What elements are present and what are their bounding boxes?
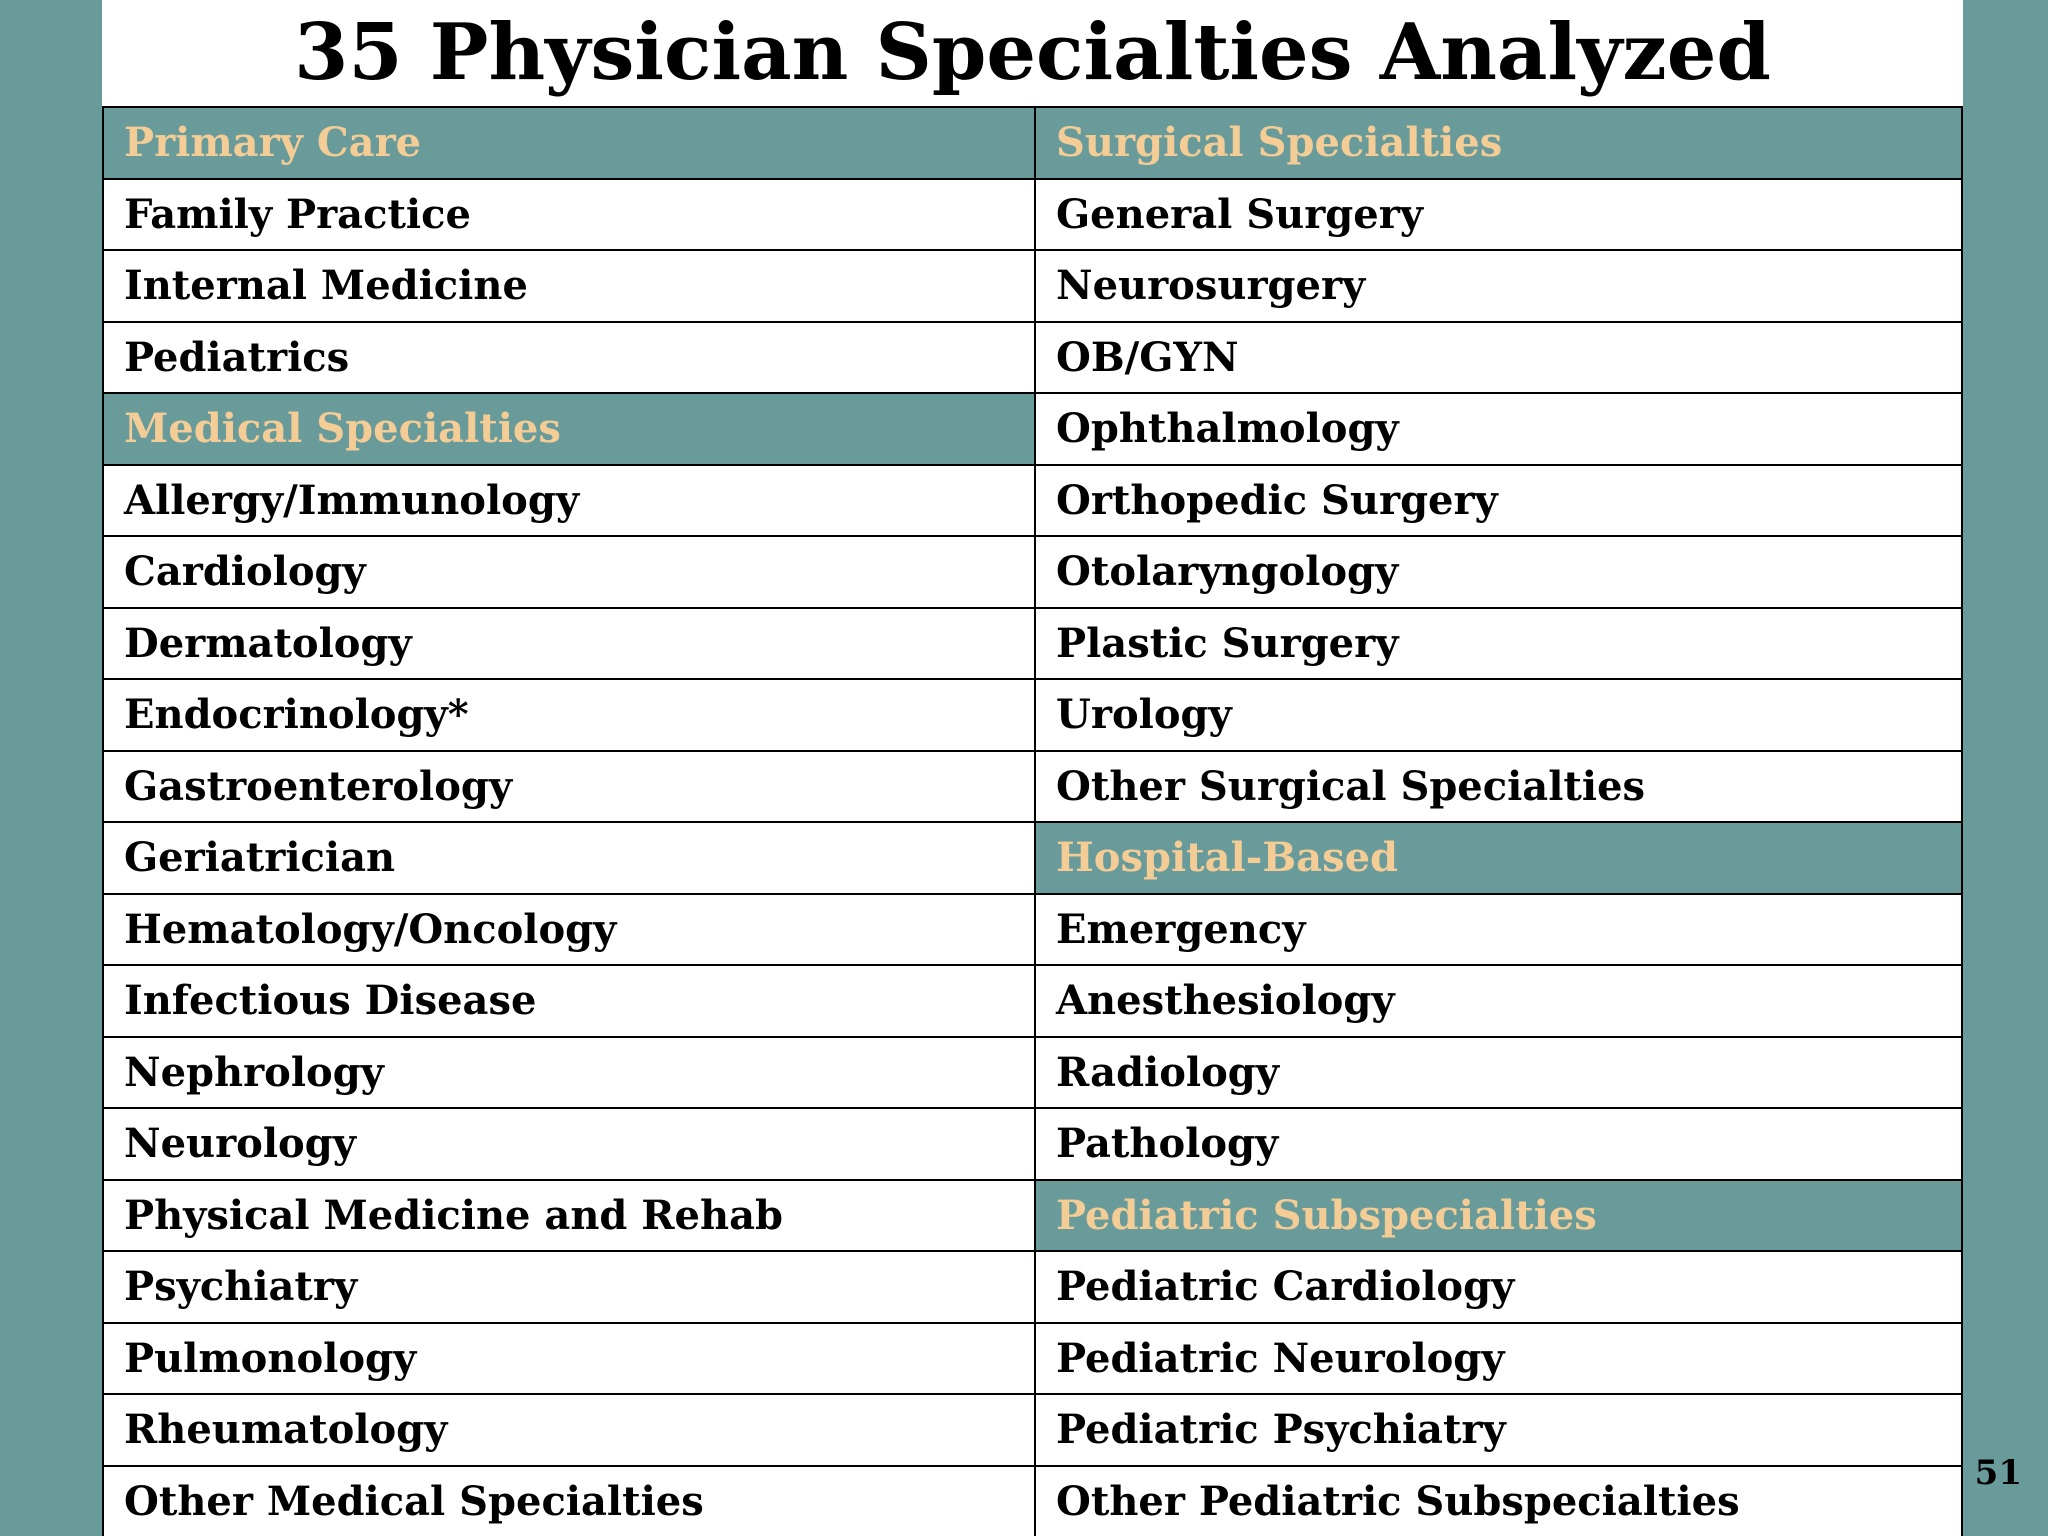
specialty-cell-psychiatry: Psychiatry [102, 1250, 1034, 1322]
specialty-cell-general-surgery: General Surgery [1034, 178, 1963, 250]
category-header-hospital-based: Hospital-Based [1034, 821, 1963, 893]
specialty-cell-other-medical-specialties: Other Medical Specialties [102, 1465, 1034, 1536]
specialty-cell-internal-medicine: Internal Medicine [102, 249, 1034, 321]
specialty-cell-emergency: Emergency [1034, 893, 1963, 965]
specialty-cell-rheumatology: Rheumatology [102, 1393, 1034, 1465]
specialty-cell-infectious-disease: Infectious Disease [102, 964, 1034, 1036]
category-header-primary-care: Primary Care [102, 106, 1034, 178]
specialty-table [102, 106, 1963, 1536]
specialty-cell-dermatology: Dermatology [102, 607, 1034, 679]
category-header-pediatric-subspecialties: Pediatric Subspecialties [1034, 1179, 1963, 1251]
category-header-surgical-specialties: Surgical Specialties [1034, 106, 1963, 178]
specialty-cell-cardiology: Cardiology [102, 535, 1034, 607]
specialty-cell-pathology: Pathology [1034, 1107, 1963, 1179]
specialty-cell-hematology-oncology: Hematology/Oncology [102, 893, 1034, 965]
specialty-cell-gastroenterology: Gastroenterology [102, 750, 1034, 822]
specialty-cell-pulmonology: Pulmonology [102, 1322, 1034, 1394]
specialty-cell-other-pediatric-subspecialties: Other Pediatric Subspecialties [1034, 1465, 1963, 1536]
specialty-cell-urology: Urology [1034, 678, 1963, 750]
slide [102, 0, 1963, 1536]
specialty-cell-neurosurgery: Neurosurgery [1034, 249, 1963, 321]
specialty-cell-pediatrics: Pediatrics [102, 321, 1034, 393]
specialty-cell-otolaryngology: Otolaryngology [1034, 535, 1963, 607]
specialty-cell-pediatric-psychiatry: Pediatric Psychiatry [1034, 1393, 1963, 1465]
specialty-cell-plastic-surgery: Plastic Surgery [1034, 607, 1963, 679]
specialty-cell-allergy-immunology: Allergy/Immunology [102, 464, 1034, 536]
slide-title: 35 Physician Specialties Analyzed [294, 7, 1771, 98]
specialty-cell-orthopedic-surgery: Orthopedic Surgery [1034, 464, 1963, 536]
specialty-cell-physical-medicine-and-rehab: Physical Medicine and Rehab [102, 1179, 1034, 1251]
specialty-cell-family-practice: Family Practice [102, 178, 1034, 250]
specialty-cell-pediatric-cardiology: Pediatric Cardiology [1034, 1250, 1963, 1322]
specialty-cell-nephrology: Nephrology [102, 1036, 1034, 1108]
page-number: 51 [1974, 1453, 2022, 1493]
specialty-cell-geriatrician: Geriatrician [102, 821, 1034, 893]
specialty-cell-pediatric-neurology: Pediatric Neurology [1034, 1322, 1963, 1394]
specialty-cell-anesthesiology: Anesthesiology [1034, 964, 1963, 1036]
specialty-cell-neurology: Neurology [102, 1107, 1034, 1179]
specialty-cell-ob-gyn: OB/GYN [1034, 321, 1963, 393]
specialty-cell-radiology: Radiology [1034, 1036, 1963, 1108]
specialty-cell-ophthalmology: Ophthalmology [1034, 392, 1963, 464]
specialty-cell-endocrinology: Endocrinology* [102, 678, 1034, 750]
category-header-medical-specialties: Medical Specialties [102, 392, 1034, 464]
specialty-cell-other-surgical-specialties: Other Surgical Specialties [1034, 750, 1963, 822]
